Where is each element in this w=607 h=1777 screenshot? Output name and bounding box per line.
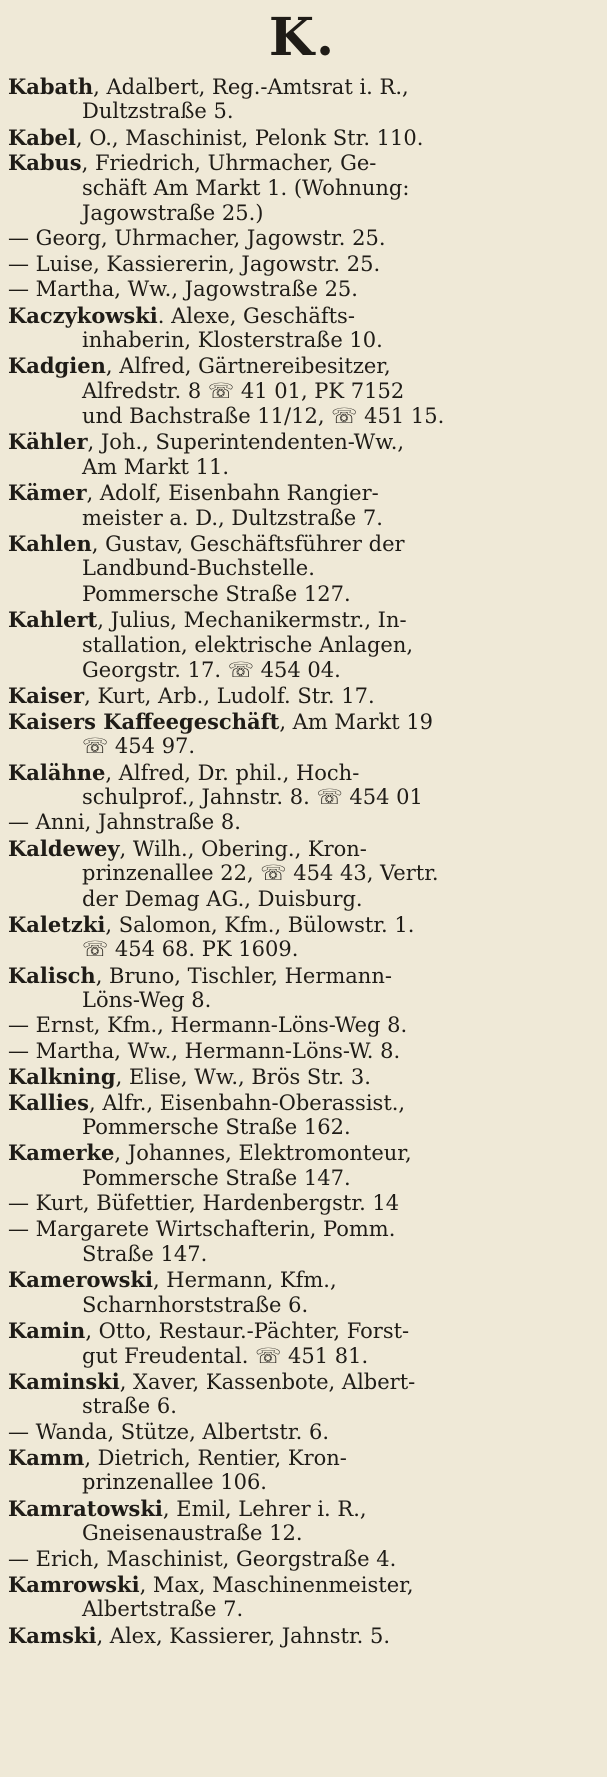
entry-text: — Kurt, Büfettier, Hardenbergstr. 14	[8, 1191, 400, 1216]
entry-text: , Alfred, Dr. phil., Hoch-	[105, 760, 360, 785]
entry-text: — Margarete Wirtschafterin, Pomm.	[8, 1216, 396, 1241]
entry-continuation-line	[8, 176, 597, 201]
directory-entry	[8, 1191, 597, 1216]
directory-entry	[8, 303, 597, 354]
entry-continuation-line	[8, 455, 597, 480]
entry-text: Pommersche Straße 162.	[82, 1115, 351, 1140]
entry-first-line	[8, 480, 597, 505]
entry-surname: Kamratowski	[8, 1495, 163, 1521]
entry-continuation-line	[8, 658, 597, 683]
entry-text: Am Markt 11.	[82, 454, 230, 479]
entry-surname: Kähler	[8, 429, 88, 455]
entry-first-line	[8, 810, 597, 835]
entry-text: schäft Am Markt 1. (Wohnung:	[82, 175, 410, 200]
entry-continuation-line	[8, 633, 597, 658]
entry-text: , Otto, Restaur.-Pächter, Forst-	[85, 1319, 410, 1344]
entry-continuation-line	[8, 1242, 597, 1267]
directory-entry	[8, 1572, 597, 1623]
entry-surname: Kahlen	[8, 531, 92, 557]
entry-surname: Kabus	[8, 150, 82, 176]
directory-entry	[8, 1064, 597, 1089]
entry-text: , Adolf, Eisenbahn Rangier-	[86, 481, 379, 506]
entry-surname: Kalähne	[8, 759, 106, 785]
entry-first-line	[8, 252, 597, 277]
entry-text: ☏ 454 97.	[82, 734, 196, 759]
entry-surname: Kaiser	[8, 683, 85, 709]
entry-surname: Kabath	[8, 74, 94, 99]
directory-entry	[8, 226, 597, 251]
directory-entry	[8, 1623, 597, 1648]
entry-first-line	[8, 683, 597, 708]
entry-continuation-line	[8, 1293, 597, 1318]
entry-text: , Johannes, Elektromonteur,	[114, 1141, 412, 1166]
directory-entry	[8, 1217, 597, 1268]
entry-text: Georgstr. 17. ☏ 454 04.	[82, 657, 341, 682]
directory-entry	[8, 1318, 597, 1369]
entry-text: Albertstraße 7.	[82, 1597, 244, 1622]
entry-first-line	[8, 1039, 597, 1064]
directory-entry	[8, 836, 597, 912]
entry-surname: Kamerke	[8, 1140, 115, 1166]
entry-first-line	[8, 1318, 597, 1343]
directory-entry	[8, 1090, 597, 1141]
entry-first-line	[8, 836, 597, 861]
entry-surname: Kaldewey	[8, 835, 120, 861]
directory-entry	[8, 277, 597, 302]
entry-text: . Alexe, Geschäfts-	[157, 303, 355, 328]
entry-continuation-line	[8, 99, 597, 124]
entry-first-line	[8, 226, 597, 251]
entry-text: prinzenallee 106.	[82, 1470, 267, 1495]
entry-text: — Wanda, Stütze, Albertstr. 6.	[8, 1419, 329, 1444]
entry-text: , Elise, Ww., Brös Str. 3.	[115, 1065, 371, 1090]
entry-continuation-line	[8, 861, 597, 886]
entry-text: — Luise, Kassiererin, Jagowstr. 25.	[8, 251, 381, 276]
entry-text: Gneisenaustraße 12.	[82, 1521, 303, 1546]
entry-first-line	[8, 1623, 597, 1648]
entry-continuation-line	[8, 328, 597, 353]
entry-text: — Ernst, Kfm., Hermann-Löns-Weg 8.	[8, 1013, 408, 1038]
entry-continuation-line	[8, 556, 597, 581]
directory-entry	[8, 1547, 597, 1572]
entry-first-line	[8, 1013, 597, 1038]
entry-text: Landbund-Buchstelle.	[82, 556, 315, 581]
entry-text: und Bachstraße 11/12, ☏ 451 15.	[82, 404, 445, 429]
entry-text: straße 6.	[82, 1394, 177, 1419]
entry-text: — Georg, Uhrmacher, Jagowstr. 25.	[8, 226, 386, 251]
directory-entry	[8, 1369, 597, 1420]
entry-continuation-line	[8, 1394, 597, 1419]
directory-entry	[8, 252, 597, 277]
entry-text: Alfredstr. 8 ☏ 41 01, PK 7152	[82, 378, 405, 403]
directory-entry	[8, 963, 597, 1014]
directory-entry	[8, 353, 597, 429]
entry-first-line	[8, 963, 597, 988]
entry-continuation-line	[8, 1344, 597, 1369]
entry-text: , Dietrich, Rentier, Kron-	[84, 1446, 347, 1471]
entry-surname: Kahlert	[8, 607, 98, 633]
entry-continuation-line	[8, 506, 597, 531]
directory-entry	[8, 1420, 597, 1445]
entry-first-line	[8, 1496, 597, 1521]
section-letter-heading: K.	[268, 7, 337, 68]
entry-first-line	[8, 74, 597, 99]
entry-text: , Alfred, Gärtnereibesitzer,	[105, 354, 391, 379]
entry-text: Pommersche Straße 127.	[82, 581, 351, 606]
entry-first-line	[8, 303, 597, 328]
entry-text: meister a. D., Dultzstraße 7.	[82, 505, 383, 530]
entry-text: — Martha, Ww., Jagowstraße 25.	[8, 277, 358, 302]
entry-first-line	[8, 1090, 597, 1115]
entry-text: , Alex, Kassierer, Jahnstr. 5.	[96, 1623, 391, 1648]
directory-entry	[8, 912, 597, 963]
entry-continuation-line	[8, 379, 597, 404]
entry-text: , Hermann, Kfm.,	[152, 1268, 337, 1293]
entry-text: , Bruno, Tischler, Hermann-	[95, 963, 392, 988]
entry-continuation-line	[8, 734, 597, 759]
entry-text: der Demag AG., Duisburg.	[82, 886, 363, 911]
directory-entry	[8, 760, 597, 811]
entry-continuation-line	[8, 1470, 597, 1495]
entry-text: , Kurt, Arb., Ludolf. Str. 17.	[84, 684, 375, 709]
entry-first-line	[8, 1267, 597, 1292]
entry-first-line	[8, 277, 597, 302]
entry-continuation-line	[8, 887, 597, 912]
entry-continuation-line	[8, 1597, 597, 1622]
directory-entry	[8, 1039, 597, 1064]
directory-entry	[8, 1140, 597, 1191]
entry-text: gut Freudental. ☏ 451 81.	[82, 1343, 369, 1368]
entry-first-line	[8, 607, 597, 632]
directory-entry	[8, 429, 597, 480]
entry-continuation-line	[8, 1166, 597, 1191]
entry-first-line	[8, 1217, 597, 1242]
entry-text: stallation, elektrische Anlagen,	[82, 632, 414, 657]
entry-text: , Max, Maschinenmeister,	[139, 1573, 414, 1598]
entry-text: , Xaver, Kassenbote, Albert-	[119, 1369, 416, 1394]
directory-entry	[8, 683, 597, 708]
entry-surname: Kamski	[8, 1622, 97, 1648]
entry-continuation-line	[8, 785, 597, 810]
entry-surname: Kamerowski	[8, 1267, 153, 1293]
directory-entry	[8, 709, 597, 760]
directory-entry	[8, 480, 597, 531]
entry-text: , Am Markt 19	[279, 709, 434, 734]
entry-continuation-line	[8, 201, 597, 226]
entry-surname: Kaisers Kaffeegeschäft	[8, 708, 280, 734]
entry-surname: Kamin	[8, 1318, 86, 1344]
entry-list	[8, 74, 597, 1648]
entry-text: inhaberin, Klosterstraße 10.	[82, 327, 383, 352]
entry-text: , Salomon, Kfm., Bülowstr. 1.	[105, 912, 415, 937]
entry-text: Dultzstraße 5.	[82, 99, 234, 124]
entry-surname: Kabel	[8, 124, 76, 150]
entry-continuation-line	[8, 582, 597, 607]
entry-surname: Kamrowski	[8, 1572, 140, 1598]
entry-first-line	[8, 429, 597, 454]
entry-text: , Friedrich, Uhrmacher, Ge-	[81, 151, 377, 176]
entry-text: , Julius, Mechanikermstr., In-	[97, 608, 407, 633]
entry-first-line	[8, 1420, 597, 1445]
directory-entry	[8, 125, 597, 150]
entry-surname: Kadgien	[8, 353, 106, 379]
entry-surname: Kamm	[8, 1445, 85, 1471]
entry-continuation-line	[8, 404, 597, 429]
entry-text: ☏ 454 68. PK 1609.	[82, 937, 299, 962]
entry-text: , Joh., Superintendenten-Ww.,	[87, 430, 405, 455]
entry-text: Jagowstraße 25.)	[82, 200, 264, 225]
entry-text: , Emil, Lehrer i. R.,	[162, 1496, 367, 1521]
directory-entry	[8, 607, 597, 683]
entry-text: Pommersche Straße 147.	[82, 1165, 351, 1190]
directory-entry	[8, 1445, 597, 1496]
entry-text: , Adalbert, Reg.-Amtsrat i. R.,	[93, 75, 409, 99]
directory-entry	[8, 1496, 597, 1547]
entry-text: — Erich, Maschinist, Georgstraße 4.	[8, 1546, 397, 1571]
entry-first-line	[8, 1572, 597, 1597]
entry-first-line	[8, 1369, 597, 1394]
entry-first-line	[8, 709, 597, 734]
entry-first-line	[8, 760, 597, 785]
entry-surname: Kaminski	[8, 1368, 120, 1394]
entry-surname: Kalisch	[8, 962, 96, 988]
entry-continuation-line	[8, 1115, 597, 1140]
entry-text: Scharnhorststraße 6.	[82, 1292, 309, 1317]
entry-continuation-line	[8, 937, 597, 962]
entry-surname: Kaletzki	[8, 911, 106, 937]
directory-entry	[8, 74, 597, 125]
entry-text: schulprof., Jahnstr. 8. ☏ 454 01	[82, 784, 423, 809]
directory-entry	[8, 150, 597, 226]
entry-continuation-line	[8, 1521, 597, 1546]
entry-text: Löns-Weg 8.	[82, 988, 212, 1013]
entry-text: , Gustav, Geschäftsführer der	[91, 532, 405, 557]
entry-surname: Kaczykowski	[8, 302, 158, 328]
entry-text: — Martha, Ww., Hermann-Löns-W. 8.	[8, 1038, 401, 1063]
entry-text: prinzenallee 22, ☏ 454 43, Vertr.	[82, 861, 439, 886]
directory-entry	[8, 531, 597, 607]
entry-surname: Kallies	[8, 1089, 89, 1115]
directory-entry	[8, 1013, 597, 1038]
entry-text: , Alfr., Eisenbahn-Oberassist.,	[88, 1090, 406, 1115]
entry-first-line	[8, 1191, 597, 1216]
entry-text: Straße 147.	[82, 1241, 208, 1266]
entry-text: , O., Maschinist, Pelonk Str. 110.	[75, 125, 424, 150]
entry-text: , Wilh., Obering., Kron-	[119, 836, 367, 861]
entry-first-line	[8, 531, 597, 556]
directory-entry	[8, 1267, 597, 1318]
entry-first-line	[8, 125, 597, 150]
entry-first-line	[8, 912, 597, 937]
entry-surname: Kalkning	[8, 1064, 116, 1090]
directory-entry	[8, 810, 597, 835]
entry-text: — Anni, Jahnstraße 8.	[8, 810, 241, 835]
entry-first-line	[8, 1140, 597, 1165]
entry-first-line	[8, 353, 597, 378]
entry-first-line	[8, 1445, 597, 1470]
entry-continuation-line	[8, 988, 597, 1013]
entry-first-line	[8, 1064, 597, 1089]
entry-first-line	[8, 1547, 597, 1572]
entry-first-line	[8, 150, 597, 175]
entry-surname: Kämer	[8, 480, 87, 506]
